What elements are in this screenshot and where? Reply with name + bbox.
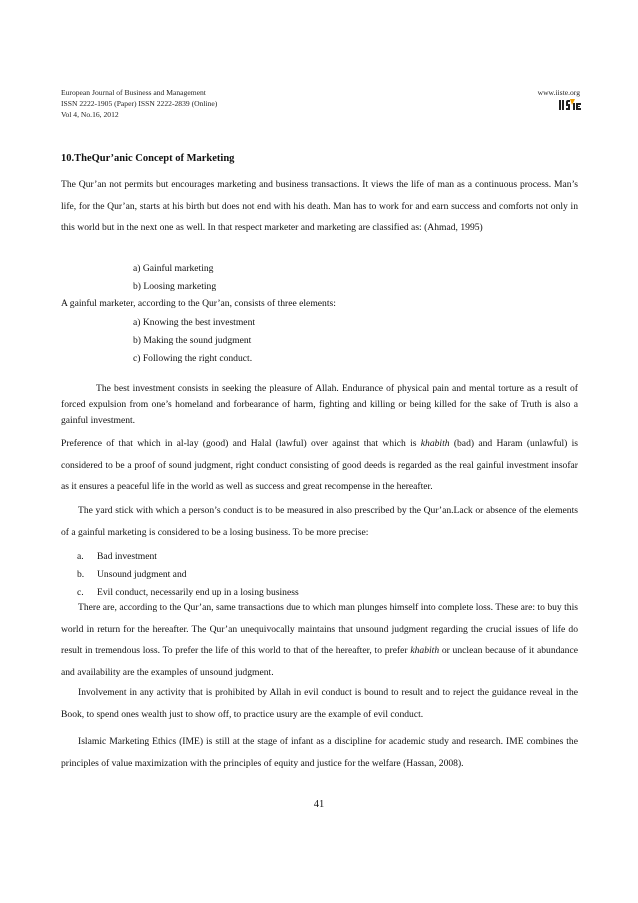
- journal-header: [61, 87, 217, 120]
- paragraph-best-investment: The best investment consists in seeking the pleasure of Allah. Endurance of physical pain and mental torture as a result of forced expulsion from one’s homeland and forbearance of harm, fighting and killing or being killed for the sake of Truth is also a gainful investment.: [61, 383, 578, 426]
- gainful-intro: A gainful marketer, according to the Qur’an, consists of three elements:: [61, 298, 336, 309]
- element-item: b) Making the sound judgment: [133, 335, 252, 346]
- element-item: a) Knowing the best investment: [133, 317, 256, 328]
- paragraph-yardstick: The yard stick with which a person’s conduct is to be measured in also prescribed by the Qur’an.Lack or absence of the elements of a gainful marketing is considered to be a losing business. To be more precise:: [61, 505, 578, 538]
- paragraph-preference: [61, 433, 578, 498]
- paragraph-intro: The Qur’an not permits but encourages marketing and business transactions. It views the life of man as a continuous process. Man’s life, for the Qur’an, starts at his birth but does not end with his death. Man has to work for and earn success and comforts not only in this world but in the next one as well. In that respect marketer and marketing are classified as: (Ahmad, 1995): [61, 179, 578, 233]
- class-item: a) Gainful marketing: [133, 263, 214, 274]
- website-url: www.iiste.org: [537, 88, 580, 97]
- losing-item-text: Unsound judgment and: [97, 569, 187, 580]
- journal-name: European Journal of Business and Management: [61, 88, 206, 97]
- losing-item-text: Evil conduct, necessarily end up in a losing business: [97, 587, 299, 598]
- class-item: b) Loosing marketing: [133, 281, 217, 292]
- paragraph-ime: Islamic Marketing Ethics (IME) is still at the stage of infant as a discipline for academic study and research. IME combines the principles of value maximization with the principles of equity and justice for the welfare (Hassan, 2008).: [61, 736, 578, 769]
- paragraph-losses: [61, 597, 578, 683]
- paragraph-text: There are, according to the Qur’an, same transactions due to which man plunges himself into complete loss. These are: to buy this world in return for the hereafter. The Qur’an unequivocally maintains that unsound judgment regarding the crucial issues of life do result in tremendous loss. To prefer the life of this world to that of the hereafter, to prefer: [61, 602, 578, 656]
- issn-line: ISSN 2222-1905 (Paper) ISSN 2222-2839 (Online): [61, 99, 218, 108]
- term-khabith: khabith: [410, 645, 440, 656]
- section-title: 10.TheQur’anic Concept of Marketing: [61, 153, 235, 164]
- element-item: c) Following the right conduct.: [133, 353, 253, 364]
- paragraph-text: (bad) and Haram (unlawful) is considered to be a proof of sound judgment, right conduct consisting of good deeds is regarded as the real gainful investment insofar as it ensures a peaceful life in the world as well as success and great recompense in the hereafter.: [61, 438, 578, 492]
- losing-item-marker: c.: [77, 587, 84, 598]
- term-khabith: khabith: [420, 438, 450, 449]
- paragraph-text: Preference of that which in al-lay (good) and Halal (lawful) over against that which is: [61, 438, 421, 449]
- paragraph-evil-conduct: Involvement in any activity that is prohibited by Allah in evil conduct is bound to result and to reject the guidance reveal in the Book, to spend ones wealth just to show off, to practice usury are the example of evil conduct.: [61, 687, 578, 720]
- losing-item-marker: a.: [77, 551, 84, 562]
- volume-line: Vol 4, No.16, 2012: [61, 110, 119, 119]
- page-number: 41: [313, 799, 325, 810]
- losing-item: [77, 548, 157, 566]
- losing-item-marker: b.: [77, 569, 85, 580]
- losing-item: [77, 566, 187, 584]
- losing-item-text: Bad investment: [97, 551, 157, 562]
- iiste-logo: [558, 98, 582, 112]
- paragraph-text: or unclean because of it abundance and availability are the examples of unsound judgment.: [61, 645, 578, 678]
